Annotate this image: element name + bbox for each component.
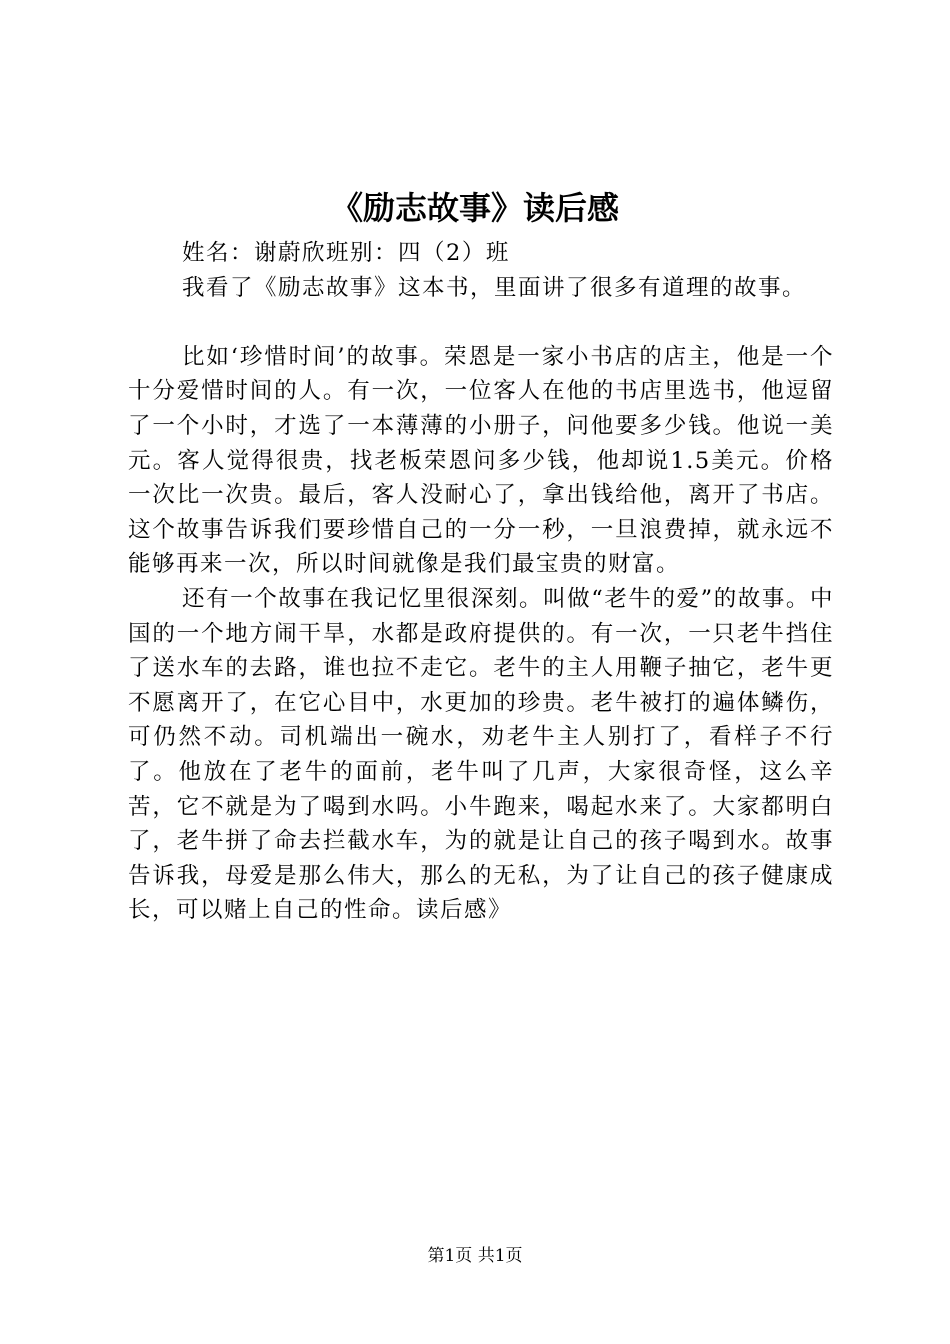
author-line: 姓名：谢蔚欣班别：四（2）班 — [182, 240, 510, 266]
paragraph-time-story: 比如‘珍惜时间’的故事。荣恩是一家小书店的店主，他是一个十分爱惜时间的人。有一次，一位客人在他的书店里选书，他逗留了一个小时，才选了一本薄薄的小册子，问他要多少钱。他说一美元。客人觉得很贵，找老板荣恩问多少钱，他却说1.5美元。价格一次比一次贵。最后，客人没耐心了，拿出钱给他，离开了书店。这个故事告诉我们要珍惜自己的一分一秒，一旦浪费掉，就永远不能够再来一次，所以时间就像是我们最宝贵的财富。 — [128, 343, 834, 578]
intro-paragraph: 我看了《励志故事》这本书，里面讲了很多有道理的故事。 — [182, 274, 807, 301]
page-footer: 第1页 共1页 — [427, 1246, 523, 1266]
paragraph-old-ox-story: 还有一个故事在我记忆里很深刻。叫做“老牛的爱”的故事。中国的一个地方闹干旱，水都是政府提供的。有一次，一只老牛挡住了送水车的去路，谁也拉不走它。老牛的主人用鞭子抽它，老牛更不愿离开了，在它心目中，水更加的珍贵。老牛被打的遍体鳞伤，可仍然不动。司机端出一碗水，劝老牛主人别打了，看样子不行了。他放在了老牛的面前，老牛叫了几声，大家很奇怪，这么辛苦，它不就是为了喝到水吗。小牛跑来，喝起水来了。大家都明白了，老牛拼了命去拦截水车，为的就是让自己的孩子喝到水。故事告诉我，母爱是那么伟大，那么的无私，为了让自己的孩子健康成长，可以赌上自己的性命。读后感》 — [128, 585, 834, 924]
document-body — [128, 236, 834, 928]
blank-line — [128, 305, 834, 340]
document-title: 《励志故事》读后感 — [330, 189, 619, 227]
